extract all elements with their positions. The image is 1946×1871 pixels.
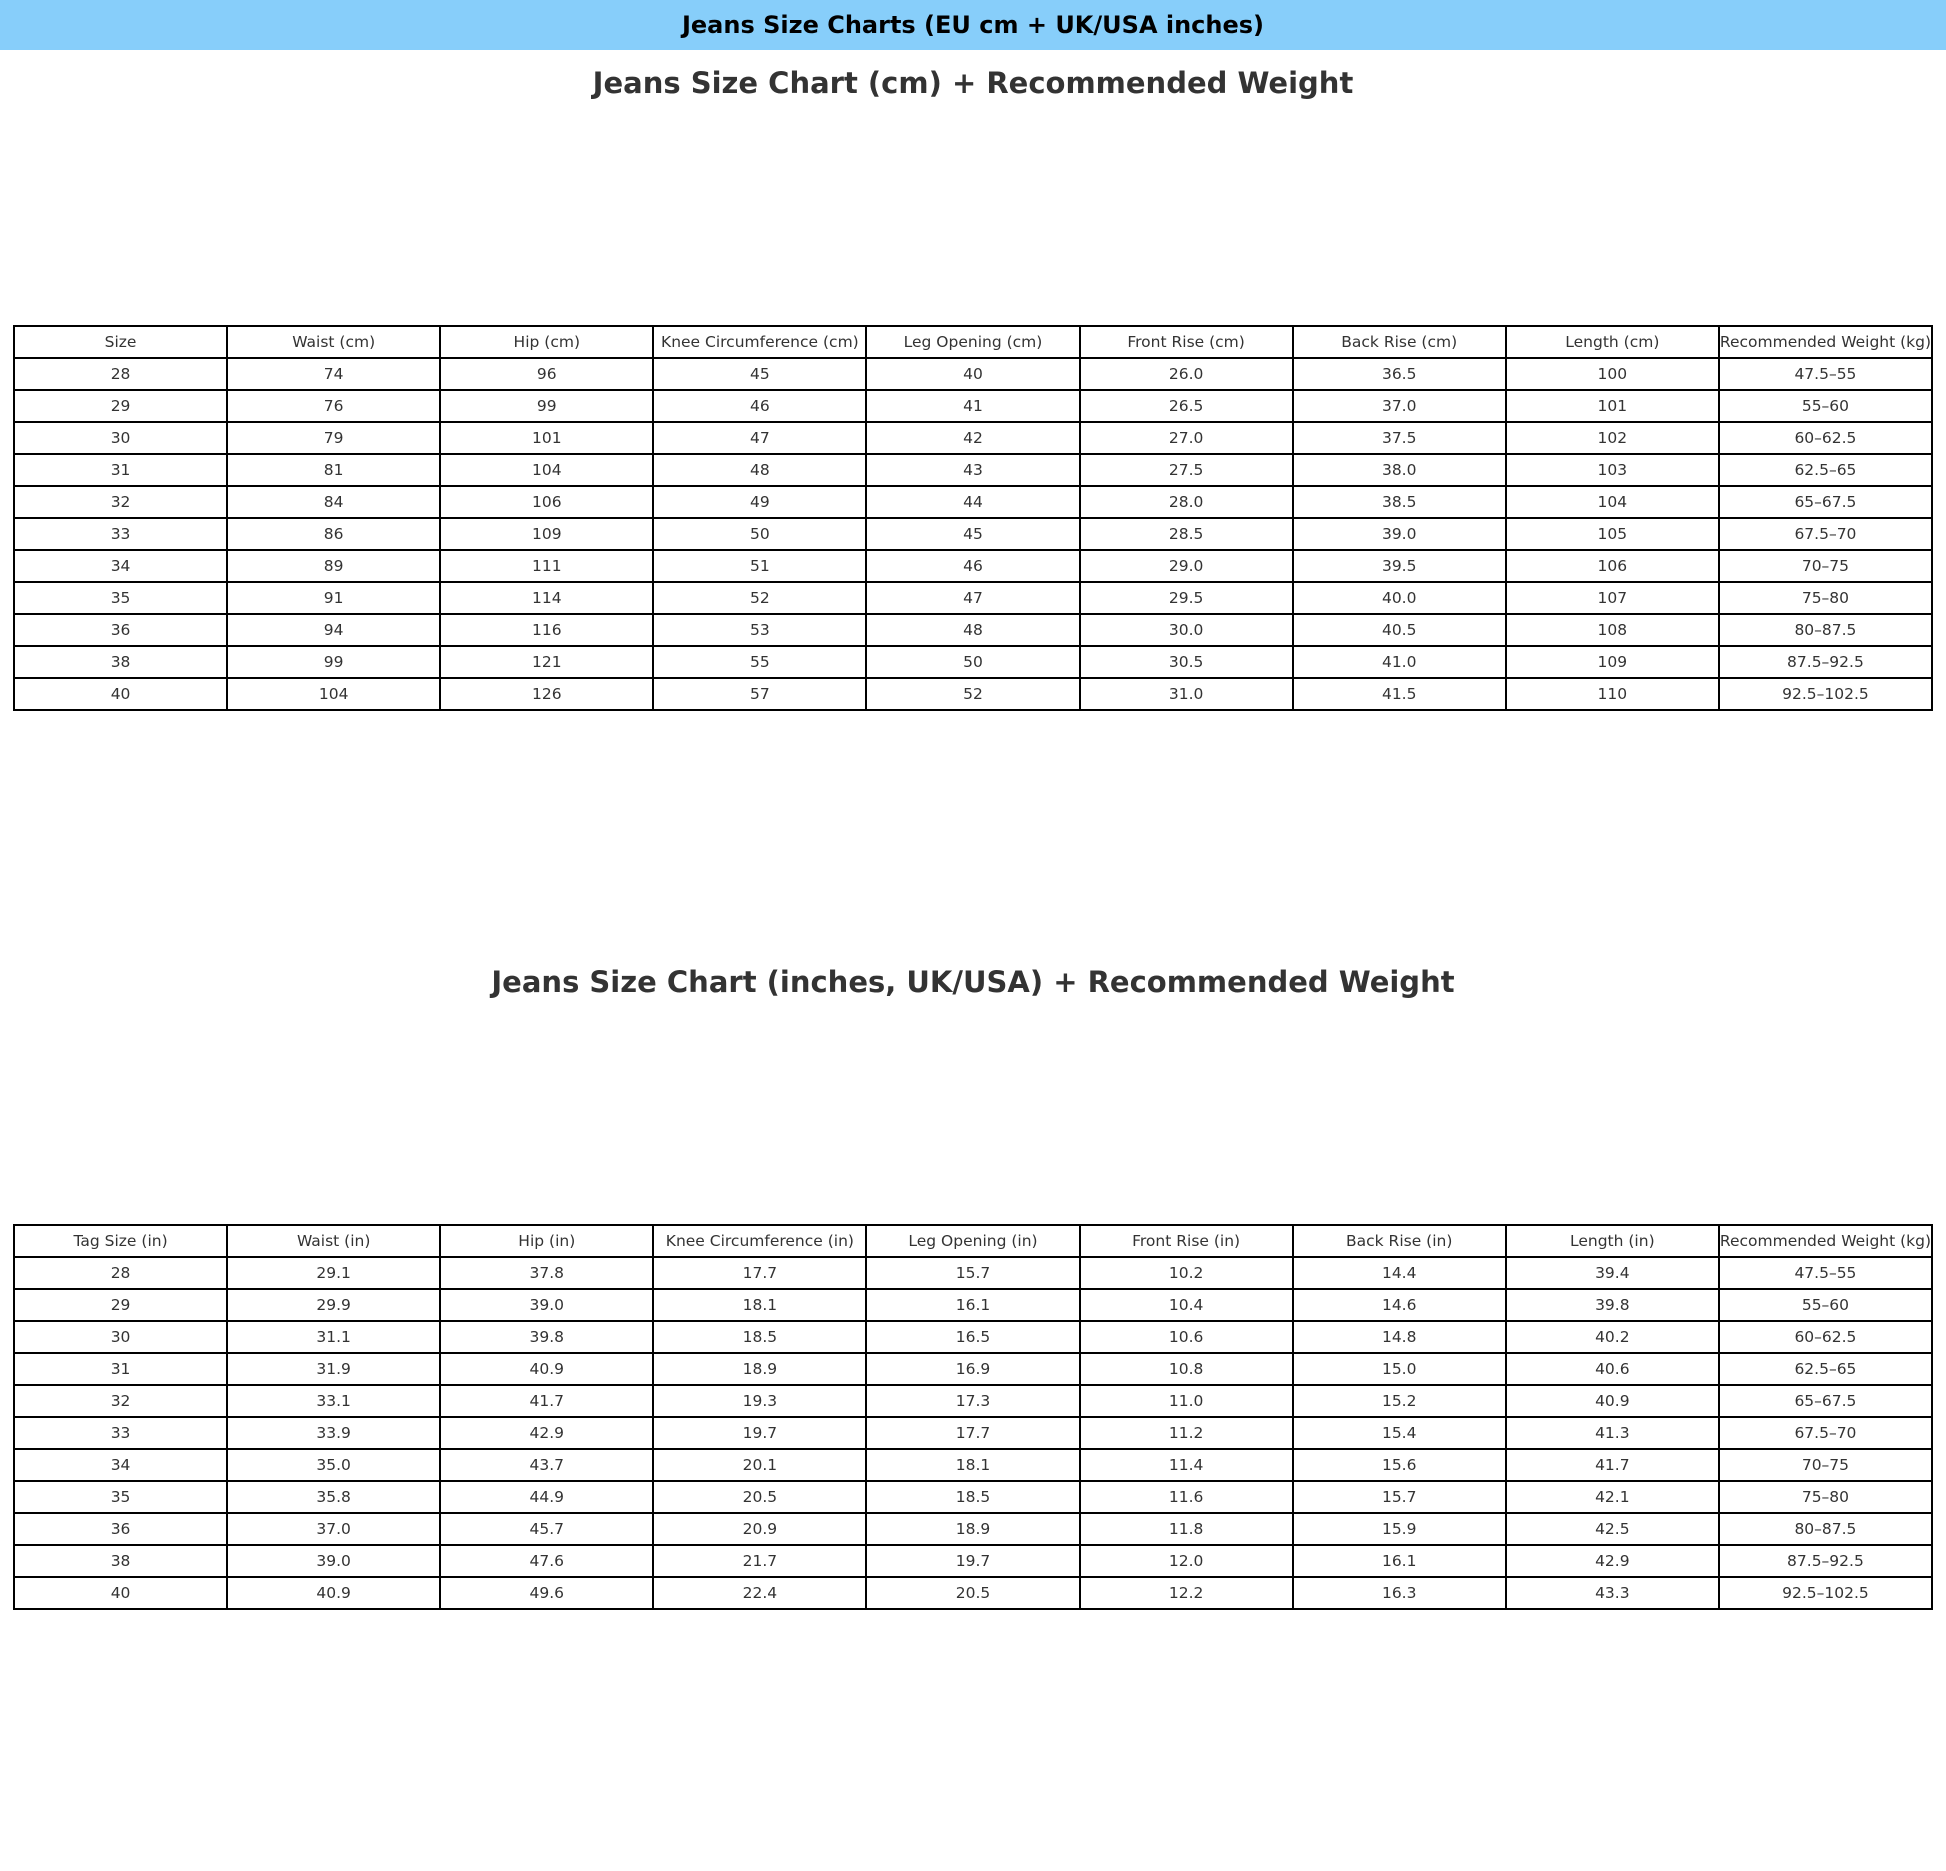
table-cell: 47 bbox=[653, 422, 866, 454]
table-cell: 101 bbox=[440, 422, 653, 454]
table-row bbox=[14, 1449, 1932, 1481]
cm-chart-title: Jeans Size Chart (cm) + Recommended Weight bbox=[592, 66, 1354, 100]
table-cell: 12.2 bbox=[1080, 1577, 1293, 1609]
table-cell: 75–80 bbox=[1719, 1481, 1932, 1513]
column-header: Back Rise (cm) bbox=[1293, 326, 1506, 358]
table-cell: 104 bbox=[227, 678, 440, 710]
table-cell: 79 bbox=[227, 422, 440, 454]
table-cell: 86 bbox=[227, 518, 440, 550]
table-cell: 31.1 bbox=[227, 1321, 440, 1353]
table-cell: 39.4 bbox=[1506, 1257, 1719, 1289]
table-row bbox=[14, 358, 1932, 390]
table-cell: 36 bbox=[14, 1513, 227, 1545]
table-cell: 50 bbox=[866, 646, 1079, 678]
column-header: Hip (cm) bbox=[440, 326, 653, 358]
table-cell: 106 bbox=[1506, 550, 1719, 582]
table-cell: 29.1 bbox=[227, 1257, 440, 1289]
table-cell: 96 bbox=[440, 358, 653, 390]
table-cell: 29.9 bbox=[227, 1289, 440, 1321]
inch-chart-title: Jeans Size Chart (inches, UK/USA) + Recommended Weight bbox=[491, 965, 1455, 999]
table-cell: 29 bbox=[14, 390, 227, 422]
banner-title: Jeans Size Charts (EU cm + UK/USA inches) bbox=[681, 11, 1265, 39]
table-cell: 18.1 bbox=[866, 1449, 1079, 1481]
table-cell: 40.6 bbox=[1506, 1353, 1719, 1385]
table-cell: 20.5 bbox=[653, 1481, 866, 1513]
table-cell: 33.1 bbox=[227, 1385, 440, 1417]
table-cell: 41.3 bbox=[1506, 1417, 1719, 1449]
table-cell: 40.5 bbox=[1293, 614, 1506, 646]
column-header: Knee Circumference (cm) bbox=[653, 326, 866, 358]
table-cell: 31 bbox=[14, 1353, 227, 1385]
table-cell: 11.6 bbox=[1080, 1481, 1293, 1513]
column-header: Waist (cm) bbox=[227, 326, 440, 358]
table-row bbox=[14, 1289, 1932, 1321]
table-cell: 35.8 bbox=[227, 1481, 440, 1513]
table-cell: 47 bbox=[866, 582, 1079, 614]
table-cell: 41.7 bbox=[1506, 1449, 1719, 1481]
table-cell: 18.5 bbox=[653, 1321, 866, 1353]
table-cell: 19.7 bbox=[653, 1417, 866, 1449]
table-cell: 106 bbox=[440, 486, 653, 518]
table-cell: 70–75 bbox=[1719, 1449, 1932, 1481]
table-cell: 55–60 bbox=[1719, 1289, 1932, 1321]
table-cell: 30 bbox=[14, 422, 227, 454]
table-row bbox=[14, 1545, 1932, 1577]
table-cell: 31.0 bbox=[1080, 678, 1293, 710]
table-cell: 39.0 bbox=[227, 1545, 440, 1577]
table-cell: 80–87.5 bbox=[1719, 614, 1932, 646]
table-cell: 105 bbox=[1506, 518, 1719, 550]
table-cell: 80–87.5 bbox=[1719, 1513, 1932, 1545]
table-cell: 11.0 bbox=[1080, 1385, 1293, 1417]
table-cell: 14.8 bbox=[1293, 1321, 1506, 1353]
table-cell: 28.5 bbox=[1080, 518, 1293, 550]
table-cell: 40.2 bbox=[1506, 1321, 1719, 1353]
table-cell: 38.5 bbox=[1293, 486, 1506, 518]
table-cell: 40.9 bbox=[1506, 1385, 1719, 1417]
table-cell: 29.5 bbox=[1080, 582, 1293, 614]
table-cell: 43 bbox=[866, 454, 1079, 486]
table-cell: 41.5 bbox=[1293, 678, 1506, 710]
table-cell: 40 bbox=[14, 678, 227, 710]
table-cell: 49.6 bbox=[440, 1577, 653, 1609]
table-cell: 62.5–65 bbox=[1719, 1353, 1932, 1385]
table-cell: 40 bbox=[14, 1577, 227, 1609]
table-cell: 39.0 bbox=[1293, 518, 1506, 550]
column-header: Recommended Weight (kg) bbox=[1719, 326, 1932, 358]
table-cell: 11.2 bbox=[1080, 1417, 1293, 1449]
table-cell: 11.8 bbox=[1080, 1513, 1293, 1545]
table-cell: 74 bbox=[227, 358, 440, 390]
table-cell: 100 bbox=[1506, 358, 1719, 390]
table-cell: 20.5 bbox=[866, 1577, 1079, 1609]
table-row bbox=[14, 1385, 1932, 1417]
table-cell: 37.8 bbox=[440, 1257, 653, 1289]
table-cell: 38 bbox=[14, 646, 227, 678]
table-cell: 47.5–55 bbox=[1719, 1257, 1932, 1289]
table-cell: 40.0 bbox=[1293, 582, 1506, 614]
table-cell: 42.1 bbox=[1506, 1481, 1719, 1513]
table-row bbox=[14, 582, 1932, 614]
column-header: Length (cm) bbox=[1506, 326, 1719, 358]
table-cell: 33 bbox=[14, 1417, 227, 1449]
table-cell: 49 bbox=[653, 486, 866, 518]
column-header: Recommended Weight (kg) bbox=[1719, 1225, 1932, 1257]
table-cell: 42.9 bbox=[1506, 1545, 1719, 1577]
table-cell: 16.3 bbox=[1293, 1577, 1506, 1609]
table-cell: 57 bbox=[653, 678, 866, 710]
table-row bbox=[14, 486, 1932, 518]
table-cell: 116 bbox=[440, 614, 653, 646]
table-row bbox=[14, 454, 1932, 486]
table-cell: 60–62.5 bbox=[1719, 1321, 1932, 1353]
table-cell: 21.7 bbox=[653, 1545, 866, 1577]
table-cell: 17.7 bbox=[866, 1417, 1079, 1449]
table-cell: 26.0 bbox=[1080, 358, 1293, 390]
table-cell: 19.3 bbox=[653, 1385, 866, 1417]
table-cell: 14.6 bbox=[1293, 1289, 1506, 1321]
table-cell: 27.0 bbox=[1080, 422, 1293, 454]
table-cell: 94 bbox=[227, 614, 440, 646]
table-cell: 33 bbox=[14, 518, 227, 550]
table-cell: 30.5 bbox=[1080, 646, 1293, 678]
table-cell: 45 bbox=[866, 518, 1079, 550]
cm-size-table bbox=[13, 325, 1933, 711]
table-cell: 15.9 bbox=[1293, 1513, 1506, 1545]
table-cell: 11.4 bbox=[1080, 1449, 1293, 1481]
column-header: Front Rise (cm) bbox=[1080, 326, 1293, 358]
table-cell: 16.5 bbox=[866, 1321, 1079, 1353]
table-cell: 67.5–70 bbox=[1719, 518, 1932, 550]
table-cell: 38 bbox=[14, 1545, 227, 1577]
table-cell: 109 bbox=[440, 518, 653, 550]
table-cell: 37.0 bbox=[227, 1513, 440, 1545]
table-cell: 103 bbox=[1506, 454, 1719, 486]
table-cell: 101 bbox=[1506, 390, 1719, 422]
column-header: Hip (in) bbox=[440, 1225, 653, 1257]
table-cell: 121 bbox=[440, 646, 653, 678]
table-cell: 32 bbox=[14, 486, 227, 518]
table-cell: 12.0 bbox=[1080, 1545, 1293, 1577]
table-cell: 91 bbox=[227, 582, 440, 614]
table-cell: 18.9 bbox=[866, 1513, 1079, 1545]
table-cell: 40.9 bbox=[227, 1577, 440, 1609]
table-cell: 41 bbox=[866, 390, 1079, 422]
table-cell: 10.4 bbox=[1080, 1289, 1293, 1321]
table-cell: 47.5–55 bbox=[1719, 358, 1932, 390]
table-cell: 45.7 bbox=[440, 1513, 653, 1545]
table-cell: 48 bbox=[866, 614, 1079, 646]
table-cell: 45 bbox=[653, 358, 866, 390]
table-cell: 31.9 bbox=[227, 1353, 440, 1385]
table-cell: 18.5 bbox=[866, 1481, 1079, 1513]
table-cell: 42.5 bbox=[1506, 1513, 1719, 1545]
table-cell: 50 bbox=[653, 518, 866, 550]
table-cell: 44.9 bbox=[440, 1481, 653, 1513]
column-header: Size bbox=[14, 326, 227, 358]
table-cell: 87.5–92.5 bbox=[1719, 1545, 1932, 1577]
column-header: Back Rise (in) bbox=[1293, 1225, 1506, 1257]
table-cell: 104 bbox=[1506, 486, 1719, 518]
table-cell: 15.7 bbox=[866, 1257, 1079, 1289]
table-cell: 52 bbox=[653, 582, 866, 614]
table-cell: 52 bbox=[866, 678, 1079, 710]
table-cell: 65–67.5 bbox=[1719, 486, 1932, 518]
table-cell: 40.9 bbox=[440, 1353, 653, 1385]
column-header: Front Rise (in) bbox=[1080, 1225, 1293, 1257]
table-row bbox=[14, 422, 1932, 454]
table-cell: 55–60 bbox=[1719, 390, 1932, 422]
table-cell: 41.7 bbox=[440, 1385, 653, 1417]
table-row bbox=[14, 678, 1932, 710]
table-cell: 44 bbox=[866, 486, 1079, 518]
inch-size-table bbox=[13, 1224, 1933, 1610]
table-row bbox=[14, 1481, 1932, 1513]
table-cell: 114 bbox=[440, 582, 653, 614]
table-row bbox=[14, 390, 1932, 422]
table-cell: 15.0 bbox=[1293, 1353, 1506, 1385]
table-cell: 41.0 bbox=[1293, 646, 1506, 678]
table-cell: 10.6 bbox=[1080, 1321, 1293, 1353]
table-cell: 30.0 bbox=[1080, 614, 1293, 646]
table-cell: 92.5–102.5 bbox=[1719, 678, 1932, 710]
table-row bbox=[14, 1513, 1932, 1545]
table-row bbox=[14, 550, 1932, 582]
table-cell: 20.1 bbox=[653, 1449, 866, 1481]
table-cell: 34 bbox=[14, 550, 227, 582]
table-cell: 87.5–92.5 bbox=[1719, 646, 1932, 678]
table-cell: 102 bbox=[1506, 422, 1719, 454]
table-cell: 37.0 bbox=[1293, 390, 1506, 422]
table-cell: 111 bbox=[440, 550, 653, 582]
table-cell: 15.2 bbox=[1293, 1385, 1506, 1417]
table-cell: 34 bbox=[14, 1449, 227, 1481]
table-cell: 76 bbox=[227, 390, 440, 422]
table-cell: 16.9 bbox=[866, 1353, 1079, 1385]
table-cell: 46 bbox=[866, 550, 1079, 582]
header-row bbox=[14, 326, 1932, 358]
table-cell: 104 bbox=[440, 454, 653, 486]
table-cell: 18.1 bbox=[653, 1289, 866, 1321]
table-cell: 43.7 bbox=[440, 1449, 653, 1481]
table-cell: 81 bbox=[227, 454, 440, 486]
table-cell: 70–75 bbox=[1719, 550, 1932, 582]
table-cell: 108 bbox=[1506, 614, 1719, 646]
table-row bbox=[14, 646, 1932, 678]
table-cell: 46 bbox=[653, 390, 866, 422]
table-cell: 42 bbox=[866, 422, 1079, 454]
table-cell: 16.1 bbox=[1293, 1545, 1506, 1577]
column-header: Leg Opening (cm) bbox=[866, 326, 1079, 358]
table-cell: 36 bbox=[14, 614, 227, 646]
column-header: Tag Size (in) bbox=[14, 1225, 227, 1257]
table-cell: 39.8 bbox=[440, 1321, 653, 1353]
table-cell: 14.4 bbox=[1293, 1257, 1506, 1289]
table-row bbox=[14, 1321, 1932, 1353]
table-cell: 17.3 bbox=[866, 1385, 1079, 1417]
table-cell: 17.7 bbox=[653, 1257, 866, 1289]
table-cell: 30 bbox=[14, 1321, 227, 1353]
table-cell: 39.8 bbox=[1506, 1289, 1719, 1321]
table-cell: 29.0 bbox=[1080, 550, 1293, 582]
table-row bbox=[14, 518, 1932, 550]
table-cell: 33.9 bbox=[227, 1417, 440, 1449]
table-cell: 107 bbox=[1506, 582, 1719, 614]
table-cell: 39.5 bbox=[1293, 550, 1506, 582]
column-header: Length (in) bbox=[1506, 1225, 1719, 1257]
table-cell: 109 bbox=[1506, 646, 1719, 678]
table-cell: 10.8 bbox=[1080, 1353, 1293, 1385]
table-cell: 10.2 bbox=[1080, 1257, 1293, 1289]
column-header: Waist (in) bbox=[227, 1225, 440, 1257]
table-cell: 22.4 bbox=[653, 1577, 866, 1609]
table-cell: 75–80 bbox=[1719, 582, 1932, 614]
table-cell: 99 bbox=[227, 646, 440, 678]
table-cell: 40 bbox=[866, 358, 1079, 390]
table-cell: 99 bbox=[440, 390, 653, 422]
column-header: Knee Circumference (in) bbox=[653, 1225, 866, 1257]
table-cell: 15.4 bbox=[1293, 1417, 1506, 1449]
table-cell: 20.9 bbox=[653, 1513, 866, 1545]
column-header: Leg Opening (in) bbox=[866, 1225, 1079, 1257]
table-cell: 28 bbox=[14, 358, 227, 390]
table-cell: 18.9 bbox=[653, 1353, 866, 1385]
table-cell: 19.7 bbox=[866, 1545, 1079, 1577]
table-cell: 65–67.5 bbox=[1719, 1385, 1932, 1417]
page-banner bbox=[0, 0, 1946, 50]
table-cell: 67.5–70 bbox=[1719, 1417, 1932, 1449]
table-cell: 35 bbox=[14, 1481, 227, 1513]
table-cell: 35 bbox=[14, 582, 227, 614]
header-row bbox=[14, 1225, 1932, 1257]
table-cell: 15.6 bbox=[1293, 1449, 1506, 1481]
table-cell: 37.5 bbox=[1293, 422, 1506, 454]
table-cell: 48 bbox=[653, 454, 866, 486]
table-cell: 39.0 bbox=[440, 1289, 653, 1321]
table-cell: 31 bbox=[14, 454, 227, 486]
table-cell: 55 bbox=[653, 646, 866, 678]
table-cell: 84 bbox=[227, 486, 440, 518]
table-cell: 92.5–102.5 bbox=[1719, 1577, 1932, 1609]
table-cell: 43.3 bbox=[1506, 1577, 1719, 1609]
table-cell: 42.9 bbox=[440, 1417, 653, 1449]
table-cell: 110 bbox=[1506, 678, 1719, 710]
table-cell: 16.1 bbox=[866, 1289, 1079, 1321]
table-cell: 26.5 bbox=[1080, 390, 1293, 422]
table-cell: 29 bbox=[14, 1289, 227, 1321]
table-cell: 126 bbox=[440, 678, 653, 710]
table-cell: 89 bbox=[227, 550, 440, 582]
table-cell: 27.5 bbox=[1080, 454, 1293, 486]
table-cell: 62.5–65 bbox=[1719, 454, 1932, 486]
table-row bbox=[14, 1353, 1932, 1385]
table-cell: 60–62.5 bbox=[1719, 422, 1932, 454]
table-row bbox=[14, 1417, 1932, 1449]
table-row bbox=[14, 614, 1932, 646]
table-cell: 28.0 bbox=[1080, 486, 1293, 518]
table-cell: 32 bbox=[14, 1385, 227, 1417]
table-row bbox=[14, 1577, 1932, 1609]
table-cell: 38.0 bbox=[1293, 454, 1506, 486]
table-cell: 51 bbox=[653, 550, 866, 582]
table-cell: 35.0 bbox=[227, 1449, 440, 1481]
table-cell: 47.6 bbox=[440, 1545, 653, 1577]
table-cell: 15.7 bbox=[1293, 1481, 1506, 1513]
table-cell: 36.5 bbox=[1293, 358, 1506, 390]
table-cell: 53 bbox=[653, 614, 866, 646]
table-cell: 28 bbox=[14, 1257, 227, 1289]
table-row bbox=[14, 1257, 1932, 1289]
